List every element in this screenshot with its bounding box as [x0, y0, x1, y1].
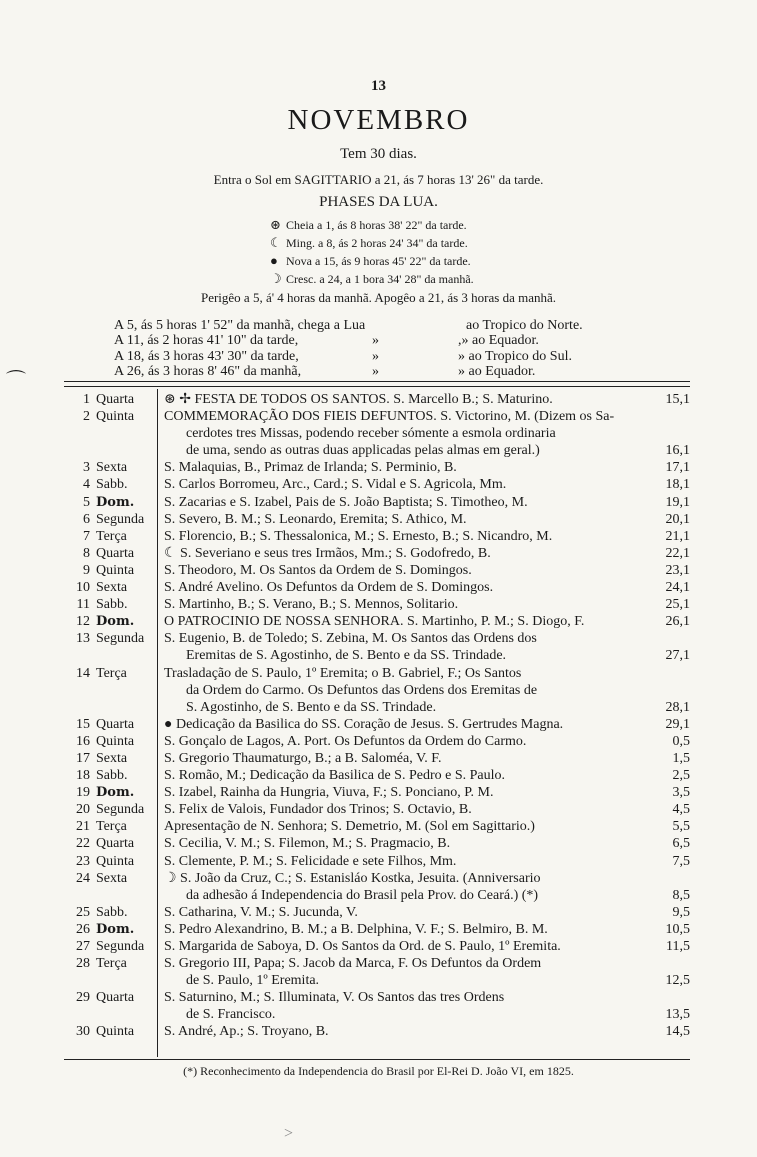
calendar-row [64, 562, 690, 579]
saints-description [164, 989, 628, 1023]
calendar-row [64, 767, 690, 784]
day-number: 7 [83, 528, 90, 544]
calendar-row [64, 853, 690, 870]
weekday: Dom. [96, 494, 135, 510]
description-line: ☾ S. Severiano e seus tres Irmãos, Mm.; S. Godofredo, B. [164, 545, 491, 561]
description-line: Trasladação de S. Paulo, 1º Eremita; o B. Gabriel, F.; Os Santos [164, 665, 522, 681]
moon-age-value: 24,1 [665, 580, 690, 596]
tropic-ditto: » [372, 348, 379, 364]
weekday: Quarta [96, 990, 135, 1006]
moon-age-value: 23,1 [665, 562, 690, 578]
weekday: Quarta [96, 545, 135, 561]
saints-description [164, 938, 628, 955]
description-line: S. Severo, B. M.; S. Leonardo, Eremita; S. Athico, M. [164, 511, 467, 527]
moon-age-value: 13,5 [665, 1007, 690, 1023]
day-number: 21 [76, 819, 90, 835]
moon-age-value: 2,5 [672, 768, 690, 784]
saints-description [164, 784, 628, 801]
calendar-row [64, 801, 690, 818]
saints-description [164, 767, 628, 784]
weekday: Quarta [96, 716, 135, 732]
day-number: 23 [76, 853, 90, 869]
saints-description [164, 596, 628, 613]
saints-description [164, 955, 628, 989]
calendar-row [64, 818, 690, 835]
saints-description [164, 870, 628, 904]
day-number: 19 [76, 785, 90, 801]
day-number: 12 [76, 614, 90, 630]
saints-description [164, 801, 628, 818]
day-number: 13 [76, 631, 90, 647]
day-number: 14 [76, 665, 90, 681]
day-number: 16 [76, 733, 90, 749]
description-line: S. Pedro Alexandrino, B. M.; a B. Delphina, V. F.; S. Belmiro, B. M. [164, 921, 548, 937]
saints-description [164, 511, 628, 528]
weekday: Segunda [96, 939, 145, 954]
calendar-row [64, 784, 690, 801]
moon-age-value: 18,1 [665, 477, 690, 493]
description-line: ☽ S. João da Cruz, C.; S. Estanisláo Kostka, Jesuita. (Anniversario [164, 870, 541, 886]
weekday: Sexta [96, 460, 128, 476]
calendar-row [64, 579, 690, 596]
saints-description [164, 835, 628, 852]
description-line: de uma, sendo as outras duas applicadas pelas almas em geral.) [186, 443, 540, 459]
moon-age-value: 19,1 [665, 494, 690, 510]
tropic-row [114, 318, 674, 333]
description-line: de S. Paulo, 1º Eremita. [186, 973, 320, 989]
weekday: Dom. [96, 785, 135, 801]
calendar-row [64, 1023, 690, 1040]
day-number: 28 [76, 956, 90, 972]
divider [64, 1059, 690, 1060]
description-line: S. Gonçalo de Lagos, A. Port. Os Defuntos da Ordem do Carmo. [164, 733, 527, 749]
description-line: S. André Avelino. Os Defuntos da Ordem de S. Domingos. [164, 580, 494, 596]
saints-description [164, 665, 628, 716]
description-line: ⊛ ✢ FESTA DE TODOS OS SANTOS. S. Marcello B.; S. Maturino. [164, 392, 553, 407]
weekday: Quarta [96, 836, 135, 852]
moon-age-value: 28,1 [665, 699, 690, 715]
saints-description [164, 904, 628, 921]
description-line: COMMEMORAÇÃO DOS FIEIS DEFUNTOS. S. Victorino, M. (Dizem os Sa- [164, 409, 615, 425]
calendar-row [64, 870, 690, 904]
weekday: Quinta [96, 409, 135, 425]
moon-phase-row [270, 234, 600, 252]
page-title: NOVEMBRO [287, 104, 470, 136]
page-number: 13 [371, 78, 386, 94]
tropic-dest: » ao Tropico do Sul. [458, 348, 572, 364]
description-line: S. Florencio, B.; S. Thessalonica, M.; S. Ernesto, B.; S. Nicandro, M. [164, 528, 553, 544]
calendar-row [64, 750, 690, 767]
moon-age-value: 11,5 [666, 939, 690, 954]
calendar-row [64, 596, 690, 613]
description-line: S. Theodoro, M. Os Santos da Ordem de S. Domingos. [164, 562, 472, 578]
moon-age-value: 22,1 [665, 545, 690, 561]
moon-age-value: 5,5 [672, 819, 690, 835]
footnote: (*) Reconhecimento da Independencia do Brasil por El-Rei D. João VI, em 1825. [183, 1064, 574, 1078]
day-number: 5 [83, 494, 90, 510]
tropic-dest: » ao Equador. [458, 363, 536, 379]
day-number: 9 [83, 562, 90, 578]
calendar-row [64, 613, 690, 630]
month-length: Tem 30 dias. [340, 146, 417, 162]
tropic-time: A 26, ás 3 horas 8' 46" da manhã, [114, 363, 302, 379]
day-number: 22 [76, 836, 90, 852]
moon-age-value: 6,5 [672, 836, 690, 852]
tropic-row [114, 364, 674, 379]
day-number: 26 [76, 921, 90, 937]
description-line: S. Catharina, V. M.; S. Jucunda, V. [164, 904, 358, 920]
moon-age-value: 7,5 [672, 853, 690, 869]
weekday: Segunda [96, 631, 145, 647]
description-line: S. Agostinho, de S. Bento e da SS. Trindade. [186, 699, 437, 715]
saints-calendar [64, 391, 690, 1041]
margin-mark-icon: ⌒ [6, 370, 26, 392]
moon-phases-heading: PHASES DA LUA. [319, 194, 438, 210]
calendar-row [64, 938, 690, 955]
saints-description [164, 579, 628, 596]
new-moon-icon: ● [270, 253, 278, 268]
perigee-apogee-text: Perigêo a 5, á' 4 horas da manhã. Apogêo a 21, ás 3 horas da manhã. [200, 290, 557, 305]
weekday: Sabb. [96, 477, 128, 493]
tropic-time: A 11, ás 2 horas 41' 10" da tarde, [114, 333, 299, 349]
weekday: Terça [96, 819, 127, 835]
description-line: S. Malaquias, B., Primaz de Irlanda; S. Perminio, B. [164, 460, 457, 476]
moon-age-value: 25,1 [665, 597, 690, 613]
day-number: 17 [76, 750, 90, 766]
description-line: O PATROCINIO DE NOSSA SENHORA. S. Martinho, P. M.; S. Diogo, F. [164, 614, 585, 630]
day-number: 30 [76, 1024, 90, 1040]
saints-description [164, 476, 628, 493]
description-line: S. Carlos Borromeu, Arc., Card.; S. Vidal e S. Agricola, Mm. [164, 477, 507, 493]
tropic-time: A 18, ás 3 horas 43' 30" da tarde, [114, 348, 299, 364]
description-line: S. Izabel, Rainha da Hungria, Viuva, F.; S. Ponciano, P. M. [164, 785, 494, 801]
description-line: Eremitas de S. Agostinho, de S. Bento e da SS. Trindade. [186, 648, 507, 664]
description-line: S. Gregorio III, Papa; S. Jacob da Marca, F. Os Defuntos da Ordem [164, 956, 542, 972]
day-number: 24 [76, 870, 90, 886]
moon-phase-row [270, 270, 600, 288]
calendar-row [64, 511, 690, 528]
weekday: Sexta [96, 870, 128, 886]
calendar-row [64, 630, 690, 664]
description-line: Apresentação de N. Senhora; S. Demetrio, M. (Sol em Sagittario.) [164, 819, 535, 835]
description-line: ● Dedicação da Basilica do SS. Coração de Jesus. S. Gertrudes Magna. [164, 716, 564, 732]
description-line: S. André, Ap.; S. Troyano, B. [164, 1024, 329, 1040]
divider [64, 381, 690, 382]
weekday: Quinta [96, 733, 135, 749]
moon-age-value: 8,5 [672, 887, 690, 903]
weekday: Segunda [96, 802, 145, 818]
calendar-row [64, 494, 690, 511]
saints-description [164, 459, 628, 476]
day-number: 18 [76, 768, 90, 784]
sun-entry-text: Entra o Sol em SAGITTARIO a 21, ás 7 horas 13' 26" da tarde. [213, 172, 544, 187]
calendar-row [64, 835, 690, 852]
description-line: de S. Francisco. [186, 1007, 276, 1023]
moon-phase-text: Cheia a 1, ás 8 horas 38' 22" da tarde. [286, 218, 467, 232]
weekday: Sexta [96, 580, 128, 596]
day-number: 8 [83, 545, 90, 561]
description-line: da adhesão á Independencia do Brasil pela Prov. do Ceará.) (*) [186, 887, 539, 903]
saints-description [164, 545, 628, 562]
moon-age-value: 21,1 [665, 528, 690, 544]
tropic-time: A 5, ás 5 horas 1' 52" da manhã, chega a Lua [114, 318, 366, 333]
day-number: 1 [83, 392, 90, 407]
moon-age-value: 15,1 [665, 392, 690, 407]
moon-tropics-table [114, 318, 674, 379]
moon-age-value: 4,5 [672, 802, 690, 818]
moon-age-value: 14,5 [665, 1024, 690, 1040]
day-number: 15 [76, 716, 90, 732]
weekday: Terça [96, 956, 127, 972]
weekday: Sabb. [96, 768, 128, 784]
saints-description [164, 408, 628, 459]
saints-description [164, 630, 628, 664]
saints-description [164, 528, 628, 545]
saints-description [164, 1023, 628, 1040]
moon-age-value: 29,1 [665, 716, 690, 732]
moon-phase-text: Nova a 15, ás 9 horas 45' 22" da tarde. [286, 254, 471, 268]
weekday: Quinta [96, 1024, 135, 1040]
calendar-row [64, 989, 690, 1023]
moon-phase-text: Ming. a 8, ás 2 horas 24' 34" da tarde. [286, 236, 468, 250]
day-number: 4 [83, 477, 90, 493]
description-line: S. Margarida de Saboya, D. Os Santos da Ord. de S. Paulo, 1º Eremita. [164, 939, 561, 954]
moon-age-value: 17,1 [665, 460, 690, 476]
saints-description [164, 853, 628, 870]
weekday: Quarta [96, 392, 135, 407]
description-line: S. Felix de Valois, Fundador dos Trinos; S. Octavio, B. [164, 802, 472, 818]
weekday: Sabb. [96, 597, 128, 613]
pencil-mark-icon: > [284, 1125, 294, 1142]
description-line: S. Romão, M.; Dedicação da Basilica de S. Pedro e S. Paulo. [164, 768, 505, 784]
day-number: 3 [83, 460, 90, 476]
moon-age-value: 3,5 [672, 785, 690, 801]
day-number: 25 [76, 904, 90, 920]
weekday: Sabb. [96, 904, 128, 920]
day-number: 2 [83, 409, 90, 425]
calendar-row [64, 459, 690, 476]
tropic-dest: ,» ao Equador. [458, 333, 539, 349]
day-number: 29 [76, 990, 90, 1006]
waning-moon-icon: ☾ [270, 235, 282, 250]
calendar-row [64, 408, 690, 459]
moon-age-value: 26,1 [665, 614, 690, 630]
description-line: S. Gregorio Thaumaturgo, B.; a B. Saloméa, V. F. [164, 750, 442, 766]
moon-age-value: 16,1 [665, 443, 690, 459]
description-line: S. Clemente, P. M.; S. Felicidade e sete Filhos, Mm. [164, 853, 457, 869]
weekday: Sexta [96, 750, 128, 766]
weekday: Dom. [96, 921, 135, 937]
saints-description [164, 733, 628, 750]
calendar-row [64, 476, 690, 493]
waxing-moon-icon: ☽ [270, 271, 282, 286]
calendar-row [64, 665, 690, 716]
moon-age-value: 1,5 [672, 750, 690, 766]
saints-description [164, 494, 628, 511]
day-number: 20 [76, 802, 90, 818]
description-line: S. Eugenio, B. de Toledo; S. Zebina, M. Os Santos das Ordens dos [164, 631, 537, 647]
moon-age-value: 10,5 [665, 921, 690, 937]
saints-description [164, 716, 628, 733]
calendar-row [64, 921, 690, 938]
description-line: S. Saturnino, M.; S. Illuminata, V. Os Santos das tres Ordens [164, 990, 505, 1006]
moon-age-value: 12,5 [665, 973, 690, 989]
description-line: cerdotes tres Missas, podendo receber sómente a esmola ordinaria [186, 426, 556, 442]
moon-age-value: 0,5 [672, 733, 690, 749]
calendar-row [64, 391, 690, 408]
day-number: 11 [76, 597, 90, 613]
saints-description [164, 921, 628, 938]
tropic-dest: ao Tropico do Norte. [466, 318, 583, 333]
moon-phase-row [270, 252, 600, 270]
calendar-row [64, 716, 690, 733]
tropic-ditto: » [372, 363, 379, 379]
description-line: da Ordem do Carmo. Os Defuntos das Ordens dos Eremitas de [186, 682, 538, 698]
tropic-row [114, 349, 674, 364]
tropic-ditto: » [372, 333, 379, 349]
description-line: S. Cecilia, V. M.; S. Filemon, M.; S. Pragmacio, B. [164, 836, 451, 852]
weekday: Terça [96, 665, 127, 681]
saints-description [164, 613, 628, 630]
calendar-row [64, 904, 690, 921]
full-moon-icon: ⊛ [270, 217, 281, 232]
weekday: Quinta [96, 562, 135, 578]
weekday: Dom. [96, 614, 135, 630]
moon-age-value: 9,5 [672, 904, 690, 920]
moon-age-value: 20,1 [665, 511, 690, 527]
day-number: 27 [76, 939, 90, 954]
tropic-row [114, 333, 674, 348]
calendar-row [64, 733, 690, 750]
weekday: Quinta [96, 853, 135, 869]
moon-phase-row [270, 216, 600, 234]
calendar-row [64, 528, 690, 545]
weekday: Segunda [96, 511, 145, 527]
calendar-row [64, 545, 690, 562]
description-line: S. Martinho, B.; S. Verano, B.; S. Mennos, Solitario. [164, 597, 459, 613]
day-number: 6 [83, 511, 90, 527]
saints-description [164, 818, 628, 835]
weekday: Terça [96, 528, 127, 544]
saints-description [164, 391, 628, 408]
calendar-row [64, 955, 690, 989]
moon-phase-text: Cresc. a 24, a 1 bora 34' 28" da manhã. [286, 272, 474, 286]
moon-phases-list [270, 216, 600, 288]
moon-age-value: 27,1 [665, 648, 690, 664]
description-line: S. Zacarias e S. Izabel, Pais de S. João Baptista; S. Timotheo, M. [164, 494, 528, 510]
day-number: 10 [76, 580, 90, 596]
divider [64, 386, 690, 387]
saints-description [164, 562, 628, 579]
saints-description [164, 750, 628, 767]
